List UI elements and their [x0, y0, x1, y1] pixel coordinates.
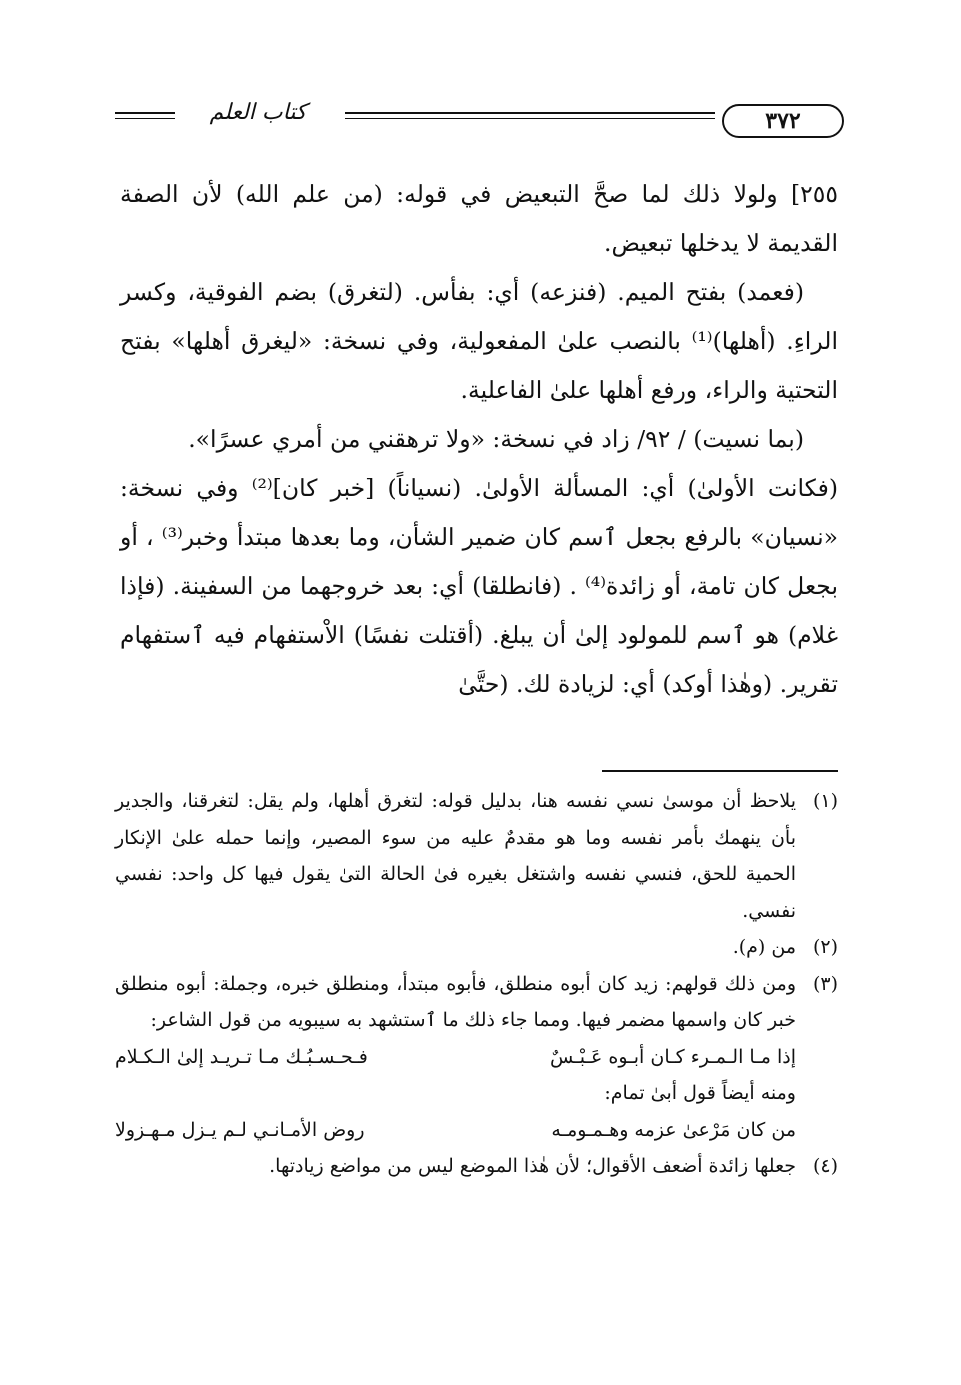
header-rule [115, 112, 175, 114]
poetry-verse [115, 1039, 796, 1076]
paragraph: (فكانت الأولىٰ) أي: المسألة الأولىٰ. (نسياناً) [خبر كان]⁽²⁾ وفي نسخة: «نسيان» بالرفع بجعل ٱسم كان ضمير الشأن، وما بعدها مبتدأ وخبر⁽³⁾ ، أو بجعل كان تامة، أو زائدة⁽⁴⁾ . (فانطلقا) أي: بعد خروجهما من السفينة. (فإذا غلام) هو ٱسم للمولود إلىٰ أن يبلغ. (أقتلت نفسًا) الاْستفهام فيه ٱستفهام تقرير. (وهٰذا أوكد) أي: لزيادة لك. (حتَّىٰ [120, 474, 838, 698]
verse-hemistich: إذا مـا الـمـرء كـان أبـوه عَـبْـسٌ [549, 1045, 796, 1068]
footnote-number: (٢) [812, 936, 838, 958]
paragraph: (فعمد) بفتح الميم. (فنزعه) أي: بفأس. (لتغرق) بضم الفوقية، وكسر الراءِ. (أهلها)⁽¹⁾ بالنصب علىٰ المفعولية، وفي نسخة: «ليغرق أهلها» بفتح التحتية والراء، ورفع أهلها علىٰ الفاعلية. [120, 278, 838, 404]
footnote-number: (١) [812, 790, 838, 812]
footnote-separator [602, 770, 838, 772]
footnote [115, 1148, 838, 1185]
page-header [115, 92, 840, 142]
footnote-text: من (م). [732, 936, 796, 958]
footnote-text: يلاحظ أن موسىٰ نسي نفسه هنا، بدليل قوله: لتغرق أهلها، ولم يقل: لتغرقنا، والجدير بأن ينهمك بأمر نفسه وما هو مقدمٌ عليه من سوء المصير، وإنما حمله علىٰ الإنكار الحمية للحق، فنسي نفسه واشتغل بغيره فىٰ الحالة التىٰ يقول فيها كل واحد: نفسي نفسي. [115, 790, 796, 922]
verse-hemistich: من كان مَرْعىٰ عزمه وهـمـومـه [551, 1118, 796, 1141]
footnote-number: (٣) [812, 972, 838, 995]
footnotes [115, 783, 838, 1185]
header-rule [345, 118, 715, 119]
poetry-verse [115, 1112, 796, 1149]
header-rule [345, 112, 715, 114]
paragraph: (بما نسيت) / ٩٢/ زاد في نسخة: «ولا ترهقني من أمري عسرًا». [188, 425, 804, 453]
main-text [120, 170, 838, 709]
verse-hemistich: فـحـسـبُـك مـا تـريـد إلىٰ الـكـلام [115, 1045, 368, 1068]
paragraph: ٢٥٥] ولولا ذلك لما صحَّ التبعيض في قوله: (من علم الله) لأن الصفة القديمة لا يدخلها تبعيض. [120, 180, 838, 257]
footnote-text: ومن ذلك قولهم: زيد كان أبوه منطلق، فأبوه مبتدأ، ومنطلق خبره، وجملة: أبوه منطلق خبر كان واسمها مضمر فيها. ومما جاء ذلك ما ٱستشهد به سيبويه من قول الشاعر: [115, 972, 796, 1031]
footnote-number: (٤) [812, 1155, 838, 1177]
page-number: ٣٧٢ [722, 104, 844, 138]
footnote-text: جعلها زائدة أضعف الأقوال؛ لأن هٰذا الموضع ليس من مواضع زيادتها. [269, 1155, 796, 1177]
header-rule [115, 118, 175, 119]
footnote [115, 783, 838, 929]
running-title: كتاب العلم [209, 100, 307, 125]
footnote [115, 966, 838, 1149]
footnote [115, 929, 838, 966]
verse-hemistich: روض الأمـانـي لـم يـزل مـهـزولا [115, 1118, 365, 1141]
footnote-text: ومنه أيضاً قول أبىٰ تمام: [604, 1082, 796, 1104]
